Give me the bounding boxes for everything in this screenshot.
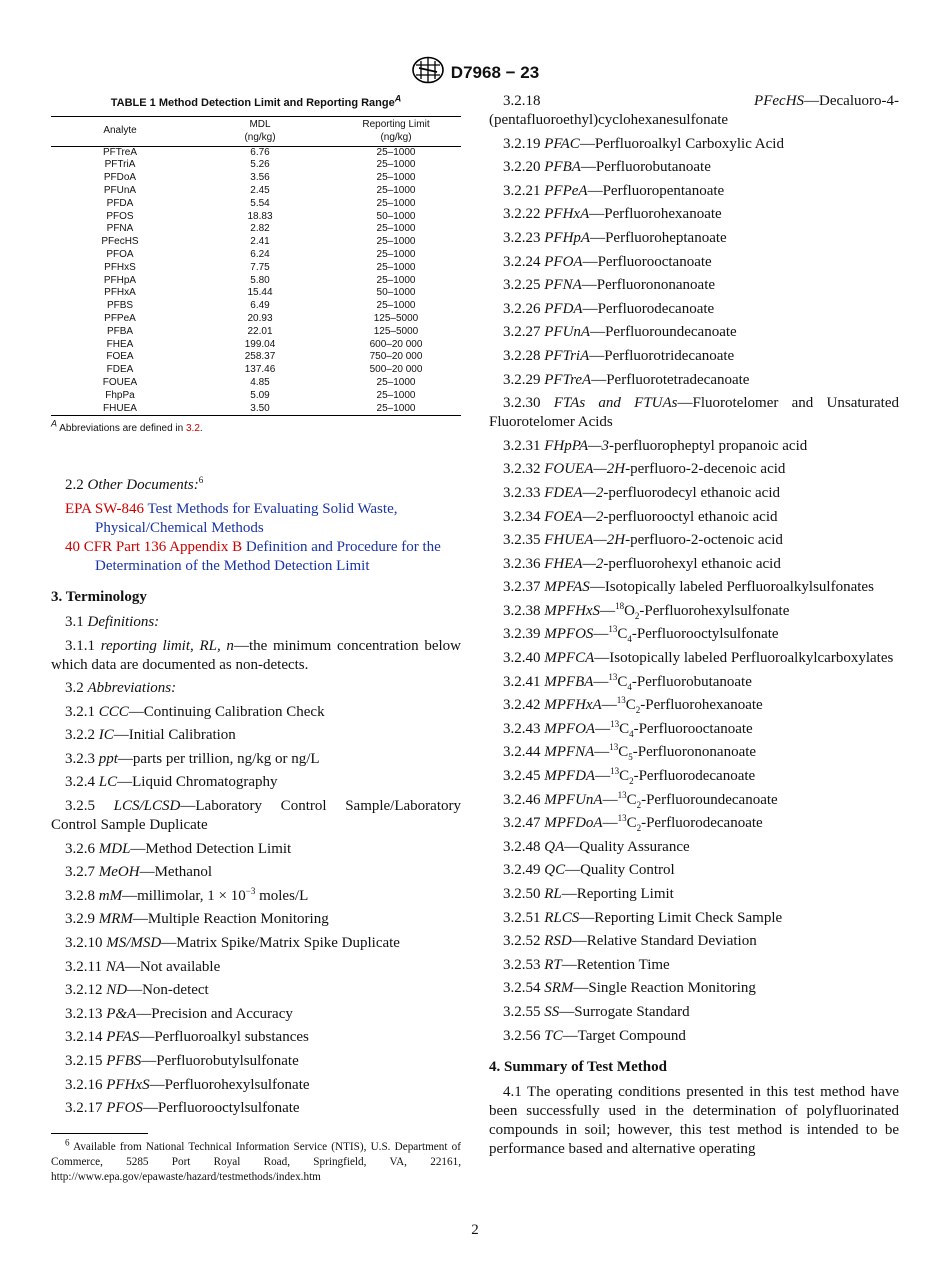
table-row: [51, 403, 461, 416]
cell-analyte: PFHpA: [103, 274, 137, 286]
cell-mdl: 5.09: [250, 389, 270, 401]
abbr-item: 3.2.34 FOEA—2-perfluorooctyl ethanoic acid: [503, 508, 778, 525]
cell-mdl: 2.82: [250, 223, 270, 235]
footnote-rule: [51, 1133, 148, 1134]
table-row: [51, 364, 461, 377]
cell-rl: 25–1000: [376, 236, 416, 248]
table-row: [51, 159, 461, 172]
abbr-item: 3.2.51 RLCS—Reporting Limit Check Sample: [503, 909, 783, 926]
footnote: $^6$ Available from National Technical Information Service (NTIS), U.S. Department of Commerce, 5285 Port Royal Road, Springfield, VA, 22161, http://www.epa.gov/epawaste/hazard/testmethods/index.htm: [51, 1133, 461, 1185]
abbr-item: 3.2.30 FTAs and FTUAs—Fluorotelomer and Unsaturated Fluorotelomer Acids: [489, 395, 900, 431]
cell-rl: 25–1000: [376, 389, 416, 401]
cell-rl: 50–1000: [376, 210, 416, 222]
table-row: [51, 223, 461, 236]
abbr-item: 3.2.13 P&A—Precision and Accuracy: [65, 1005, 293, 1022]
reference-40cfr[interactable]: 40 CFR Part 136 Appendix B Definition and Procedure for the Determination of the Method Detection Limit: [65, 538, 441, 574]
abbr-item: 3.2.48 QA—Quality Assurance: [503, 838, 690, 855]
cell-analyte: PFHxS: [104, 261, 136, 273]
abbr-item: 3.2.14 PFAS—Perfluoroalkyl substances: [65, 1029, 309, 1046]
cell-rl: 25–1000: [376, 223, 416, 235]
abbr-item: 3.2.20 PFBA—Perfluorobutanoate: [503, 159, 711, 176]
abbr-item: 3.2.21 PFPeA—Perfluoropentanoate: [503, 182, 725, 199]
abbr-item: 3.2.16 PFHxS—Perfluorohexylsulfonate: [65, 1076, 310, 1093]
cell-mdl: 20.93: [247, 312, 273, 324]
cell-mdl: 5.54: [250, 197, 270, 209]
section-3-1-1: 3.1.1 reporting limit, RL, n—the minimum concentration below which data are documented as non-detects.: [51, 637, 461, 673]
abbr-item: 3.2.53 RT—Retention Time: [503, 956, 670, 973]
reference-epa-sw846[interactable]: EPA SW-846 Test Methods for Evaluating Solid Waste, Physical/Chemical Methods: [65, 500, 398, 536]
abbr-item: 3.2.41 $MPFBA—^{13}C_4$-Perfluorobutanoate: [503, 671, 752, 692]
cell-analyte: PFPeA: [104, 312, 136, 324]
table-row: [51, 262, 461, 275]
abbr-item: 3.2.11 NA—Not available: [65, 958, 221, 975]
cell-mdl: 6.49: [250, 300, 270, 312]
abbr-item: 3.2.23 PFHpA—Perfluoroheptanoate: [503, 229, 727, 246]
abbr-item: 3.2.50 RL—Reporting Limit: [503, 886, 674, 902]
cell-rl: 25–1000: [376, 248, 416, 260]
cell-analyte: FDEA: [106, 364, 134, 376]
cell-analyte: PFTriA: [104, 159, 136, 171]
section-4-1: 4.1 The operating conditions presented in this test method have been successfully used in the determination of polyfluorinated compounds in soil; however, this test method is intended to be performance based and alternative operating: [489, 1083, 899, 1157]
abbr-item: 3.2.26 PFDA—Perfluorodecanoate: [503, 300, 715, 317]
table-row: [51, 275, 461, 288]
table-row: [51, 390, 461, 403]
table-row: [51, 313, 461, 326]
document-id: D7968 − 23: [450, 62, 540, 82]
abbr-item: 3.2.15 PFBS—Perfluorobutylsulfonate: [65, 1053, 299, 1070]
table-row: [51, 287, 461, 300]
abbr-item: 3.2.10 MS/MSD—Matrix Spike/Matrix Spike Duplicate: [65, 935, 400, 952]
cell-rl: 25–1000: [376, 300, 416, 312]
cell-analyte: PFOS: [106, 210, 134, 222]
cell-analyte: PFBA: [106, 325, 134, 337]
cell-rl: 25–1000: [376, 261, 416, 273]
table-row: [51, 185, 461, 198]
section-4-heading: 4. Summary of Test Method: [489, 1058, 667, 1075]
abbr-item: 3.2.8 mM—millimolar, $1 \times 10^{-3}$ moles/L: [65, 885, 309, 904]
abbr-item: 3.2.3 ppt—parts per trillion, ng/kg or ng/L: [65, 750, 320, 767]
cell-analyte: FhpPa: [105, 389, 135, 401]
cell-mdl: 2.41: [250, 236, 270, 248]
cell-rl: 125–5000: [373, 312, 419, 324]
table-note: $^A$ Abbreviations are defined in 3.2.: [51, 419, 203, 435]
abbr-item: 3.2.33 FDEA—2-perfluorodecyl ethanoic acid: [503, 484, 781, 501]
abbr-item: 3.2.1 CCC—Continuing Calibration Check: [65, 703, 325, 720]
cell-rl: 125–5000: [373, 325, 419, 337]
abbr-item: 3.2.32 FOUEA—2H-perfluoro-2-decenoic acid: [503, 461, 786, 478]
cell-mdl: 199.04: [244, 338, 276, 350]
abbr-item: 3.2.18 PFecHS—Decaluoro-4-(pentafluoroethyl)cyclohexanesulfonate: [489, 93, 899, 128]
cell-rl: 25–1000: [376, 197, 416, 209]
cell-rl: 600–20 000: [369, 338, 423, 350]
table-row: [51, 198, 461, 211]
abbr-item: 3.2.49 QC—Quality Control: [503, 862, 675, 879]
cell-analyte: PFHxA: [104, 287, 136, 299]
table-row: [51, 146, 461, 159]
cell-rl: 25–1000: [376, 184, 416, 196]
abbr-item: 3.2.6 MDL—Method Detection Limit: [65, 840, 292, 857]
abbr-item: 3.2.22 PFHxA—Perfluorohexanoate: [503, 206, 722, 223]
abbr-item: 3.2.43 $MPFOA—^{13}C_4$-Perfluorooctanoate: [503, 718, 753, 739]
cell-mdl: 3.50: [189, 403, 331, 416]
abbr-item: 3.2.40 MPFCA—Isotopically labeled Perfluoroalkylcarboxylates: [503, 650, 894, 667]
cell-analyte: PFBS: [106, 300, 134, 312]
abbr-item: 3.2.17 PFOS—Perfluorooctylsulfonate: [65, 1100, 300, 1117]
abbr-item: 3.2.44 $MPFNA—^{13}C_5$-Perfluorononanoate: [503, 742, 757, 763]
abbr-item: 3.2.45 $MPFDA—^{13}C_2$-Perfluorodecanoate: [503, 766, 756, 787]
abbr-item: 3.2.28 PFTriA—Perfluorotridecanoate: [503, 347, 735, 364]
page-header: [0, 56, 950, 89]
cell-mdl: 3.56: [250, 172, 270, 184]
section-3-1: 3.1 Definitions:: [65, 613, 160, 630]
col-header-analyte: Analyte: [51, 117, 189, 147]
cell-analyte: FOUEA: [102, 376, 138, 388]
cell-mdl: 2.45: [250, 184, 270, 196]
abbr-item: 3.2.39 $MPFOS—^{13}C_4$-Perfluorooctylsulfonate: [503, 624, 779, 645]
abbr-item: 3.2.36 FHEA—2-perfluorohexyl ethanoic acid: [503, 555, 781, 572]
abbr-item: 3.2.25 PFNA—Perfluorononanoate: [503, 277, 716, 294]
abbr-item: 3.2.37 MPFAS—Isotopically labeled Perfluoroalkylsulfonates: [503, 579, 874, 596]
abbr-item: 3.2.56 TC—Target Compound: [503, 1027, 686, 1044]
left-column: [51, 92, 461, 1123]
abbr-item: 3.2.55 SS—Surrogate Standard: [503, 1003, 690, 1020]
abbr-item: 3.2.35 FHUEA—2H-perfluoro-2-octenoic acid: [503, 532, 783, 549]
abbr-item: 3.2.29 PFTreA—Perfluorotetradecanoate: [503, 371, 750, 388]
cell-rl: 25–1000: [376, 274, 416, 286]
abbr-item: 3.2.4 LC—Liquid Chromatography: [65, 774, 278, 791]
cell-analyte: PFTreA: [102, 146, 138, 158]
cell-mdl: 5.26: [250, 159, 270, 171]
cell-mdl: 5.80: [250, 274, 270, 286]
abbr-item: 3.2.9 MRM—Multiple Reaction Monitoring: [65, 911, 329, 928]
abbr-item: 3.2.5 LCS/LCSD—Laboratory Control Sample/Laboratory Control Sample Duplicate: [51, 798, 461, 834]
abbr-item: 3.2.47 $MPFDoA—^{13}C_2$-Perfluorodecanoate: [503, 813, 763, 834]
right-column: [489, 92, 899, 1163]
table-row: [51, 249, 461, 262]
page-number: 2: [471, 1222, 479, 1238]
cell-mdl: 22.01: [247, 325, 273, 337]
abbr-item: 3.2.19 PFAC—Perfluoroalkyl Carboxylic Acid: [503, 135, 784, 152]
cell-analyte: PFDA: [106, 197, 134, 209]
cell-rl: 750–20 000: [369, 351, 423, 363]
table-title: TABLE 1 Method Detection Limit and Reporting Range$^A$: [110, 93, 402, 109]
table-row: [51, 339, 461, 352]
cell-mdl: 4.85: [250, 376, 270, 388]
cell-rl: 500–20 000: [369, 364, 423, 376]
cell-mdl: 15.44: [247, 287, 273, 299]
col-header-rl: Reporting Limit (ng/kg): [331, 117, 461, 147]
abbr-item: 3.2.27 PFUnA—Perfluoroundecanoate: [503, 324, 737, 341]
astm-logo-icon: [411, 56, 445, 89]
cell-mdl: 6.76: [250, 146, 270, 158]
cell-analyte: PFOA: [106, 248, 134, 260]
cell-analyte: FOEA: [106, 351, 134, 363]
abbr-item: 3.2.24 PFOA—Perfluorooctanoate: [503, 253, 712, 270]
cell-mdl: 258.37: [244, 351, 276, 363]
cell-analyte: PFNA: [106, 223, 134, 235]
mdl-table: [51, 116, 461, 416]
section-3-heading: 3. Terminology: [51, 588, 147, 605]
abbr-item: 3.2.52 RSD—Relative Standard Deviation: [503, 933, 757, 950]
abbr-item: 3.2.7 MeOH—Methanol: [65, 864, 213, 881]
cell-rl: 25–1000: [331, 403, 461, 416]
cell-analyte: PFecHS: [101, 236, 139, 248]
cell-rl: 50–1000: [376, 287, 416, 299]
table-row: [51, 351, 461, 364]
abbr-item: 3.2.38 $MPFHxS—^{18}O_2$-Perfluorohexylsulfonate: [503, 600, 790, 621]
abbr-item: 3.2.42 $MPFHxA—^{13}C_2$-Perfluorohexanoate: [503, 695, 763, 716]
table-row: [51, 172, 461, 185]
cell-analyte: PFUnA: [103, 184, 137, 196]
cell-mdl: 6.24: [250, 248, 270, 260]
table-note-link[interactable]: 3.2: [186, 423, 200, 435]
section-2-2: 2.2 Other Documents:$^6$: [65, 475, 204, 494]
section-3-2: 3.2 Abbreviations:: [65, 680, 177, 697]
cell-mdl: 137.46: [244, 364, 276, 376]
col-header-mdl: MDL (ng/kg): [189, 117, 331, 147]
cell-rl: 25–1000: [376, 159, 416, 171]
abbr-item: 3.2.31 FHpPA—3-perfluoropheptyl propanoic acid: [503, 437, 808, 454]
cell-rl: 25–1000: [376, 376, 416, 388]
table-row: [51, 236, 461, 249]
abbr-item: 3.2.12 ND—Non-detect: [65, 982, 209, 999]
cell-analyte: FHUEA: [51, 403, 189, 416]
table-row: [51, 300, 461, 313]
abbr-item: 3.2.2 IC—Initial Calibration: [65, 727, 236, 744]
table-row: [51, 377, 461, 390]
cell-rl: 25–1000: [376, 146, 416, 158]
cell-analyte: PFDoA: [103, 172, 137, 184]
table-row: [51, 326, 461, 339]
abbr-item: 3.2.54 SRM—Single Reaction Monitoring: [503, 980, 756, 997]
abbr-item: 3.2.46 $MPFUnA—^{13}C_2$-Perfluoroundecanoate: [503, 789, 778, 810]
cell-mdl: 18.83: [247, 210, 273, 222]
cell-rl: 25–1000: [376, 172, 416, 184]
cell-mdl: 7.75: [250, 261, 270, 273]
cell-analyte: FHEA: [106, 338, 134, 350]
table-row: [51, 211, 461, 224]
